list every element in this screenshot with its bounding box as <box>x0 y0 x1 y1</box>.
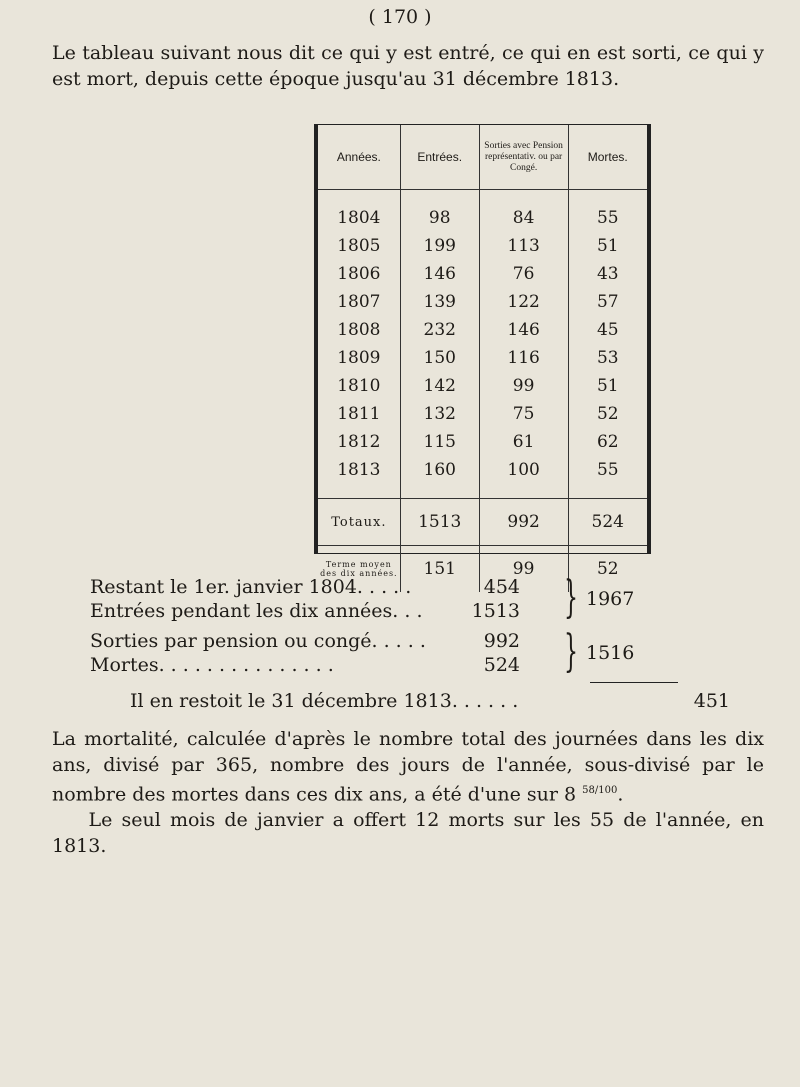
totals-row <box>318 499 647 546</box>
cell-exits: 75 <box>479 400 568 428</box>
mean-entries: 151 <box>400 546 479 593</box>
cell-exits: 99 <box>479 372 568 400</box>
cell-deaths: 62 <box>568 428 647 456</box>
cell-entries: 150 <box>400 344 479 372</box>
summary-final-label: Il en restoit le 31 décembre 1813. . . . . . <box>130 690 519 712</box>
cell-entries: 146 <box>400 260 479 288</box>
totals-exits: 992 <box>479 499 568 546</box>
table-row <box>318 190 647 233</box>
table-row <box>318 372 647 400</box>
cell-deaths: 55 <box>568 190 647 233</box>
cell-year: 1812 <box>337 432 381 452</box>
brace-icon: } <box>564 572 578 623</box>
table-row <box>318 288 647 316</box>
summary-restant-value: 454 <box>483 576 520 598</box>
cell-entries: 115 <box>400 428 479 456</box>
cell-exits: 146 <box>479 316 568 344</box>
cell-year: 1807 <box>337 292 381 312</box>
table-row <box>318 232 647 260</box>
statistics-table <box>314 124 651 579</box>
summary-divider <box>590 682 678 683</box>
conclusion-january: Le seul mois de janvier a offert 12 morts sur les 55 de l'année, en 1813. <box>52 809 764 858</box>
header-years: Années. <box>318 125 400 190</box>
cell-year: 1809 <box>337 348 381 368</box>
totals-deaths: 524 <box>568 499 647 546</box>
cell-exits: 116 <box>479 344 568 372</box>
cell-entries: 132 <box>400 400 479 428</box>
header-entries: Entrées. <box>400 125 479 190</box>
cell-year: 1804 <box>337 208 381 228</box>
cell-year: 1808 <box>337 320 381 340</box>
summary-group1-total: 1967 <box>586 588 635 610</box>
cell-deaths: 43 <box>568 260 647 288</box>
totals-year: Totaux. <box>318 499 400 546</box>
conclusion-paragraph: La mortalité, calculée d'après le nombre total des journées dans les dix ans, divisé par 365, nombre des jours de l'année, sous-divisé par le nombre des mortes dans ces dix ans, a été d'une sur 8 $^{58/100}$. Le seul mois de janvier a offert 12 morts sur les 55 de l'année, en 1813. <box>52 728 764 858</box>
totals-entries: 1513 <box>400 499 479 546</box>
cell-year: 1810 <box>337 376 381 396</box>
summary-entrees-label: Entrées pendant les dix années. . . <box>90 600 423 622</box>
table-row <box>318 400 647 428</box>
table-row <box>318 428 647 456</box>
cell-exits: 100 <box>479 456 568 499</box>
cell-year: 1813 <box>337 460 381 480</box>
summary-entrees-value: 1513 <box>471 600 520 622</box>
cell-deaths: 52 <box>568 400 647 428</box>
cell-deaths: 51 <box>568 232 647 260</box>
cell-entries: 199 <box>400 232 479 260</box>
cell-exits: 122 <box>479 288 568 316</box>
cell-exits: 76 <box>479 260 568 288</box>
brace-icon: } <box>564 626 578 677</box>
table-row <box>318 316 647 344</box>
cell-year: 1806 <box>337 264 381 284</box>
summary-mortes-value: 524 <box>483 654 520 676</box>
header-exits: Sorties avec Pension représentativ. ou par Congé. <box>479 125 568 190</box>
mean-year: Terme moyen des dix années. <box>318 546 400 593</box>
table-row <box>318 260 647 288</box>
cell-entries: 232 <box>400 316 479 344</box>
conclusion-fraction: 58/100 <box>582 785 618 796</box>
mean-deaths: 52 <box>568 546 647 593</box>
cell-year: 1811 <box>337 404 381 424</box>
cell-deaths: 51 <box>568 372 647 400</box>
cell-year: 1805 <box>337 236 381 256</box>
header-deaths: Mortes. <box>568 125 647 190</box>
cell-deaths: 45 <box>568 316 647 344</box>
cell-entries: 160 <box>400 456 479 499</box>
table-row <box>318 344 647 372</box>
table-row <box>318 456 647 499</box>
intro-paragraph: Le tableau suivant nous dit ce qui y est entré, ce qui en est sorti, ce qui y est mort, depuis cette époque jusqu'au 31 décembre 1813. <box>52 42 764 90</box>
page-number: ( 170 ) <box>368 6 432 28</box>
summary-restant-label: Restant le 1er. janvier 1804. . . . . <box>90 576 412 598</box>
cell-deaths: 57 <box>568 288 647 316</box>
table-header-row <box>318 125 647 190</box>
cell-entries: 142 <box>400 372 479 400</box>
summary-sorties-value: 992 <box>483 630 520 652</box>
summary-final-value: 451 <box>693 690 730 712</box>
summary-sorties-label: Sorties par pension ou congé. . . . . <box>90 630 426 652</box>
cell-entries: 98 <box>400 190 479 233</box>
cell-deaths: 53 <box>568 344 647 372</box>
summary-group2-total: 1516 <box>586 642 635 664</box>
cell-exits: 113 <box>479 232 568 260</box>
cell-entries: 139 <box>400 288 479 316</box>
cell-exits: 61 <box>479 428 568 456</box>
cell-deaths: 55 <box>568 456 647 499</box>
summary-mortes-label: Mortes. . . . . . . . . . . . . . . <box>90 654 334 676</box>
conclusion-text: La mortalité, calculée d'après le nombre total des journées dans les dix ans, divisé par 365, nombre des jours de l'année, sous-divisé par le nombre des mortes dans ces dix ans, a été d'une sur 8 <box>52 728 764 806</box>
cell-exits: 84 <box>479 190 568 233</box>
mean-exits: 99 <box>479 546 568 593</box>
